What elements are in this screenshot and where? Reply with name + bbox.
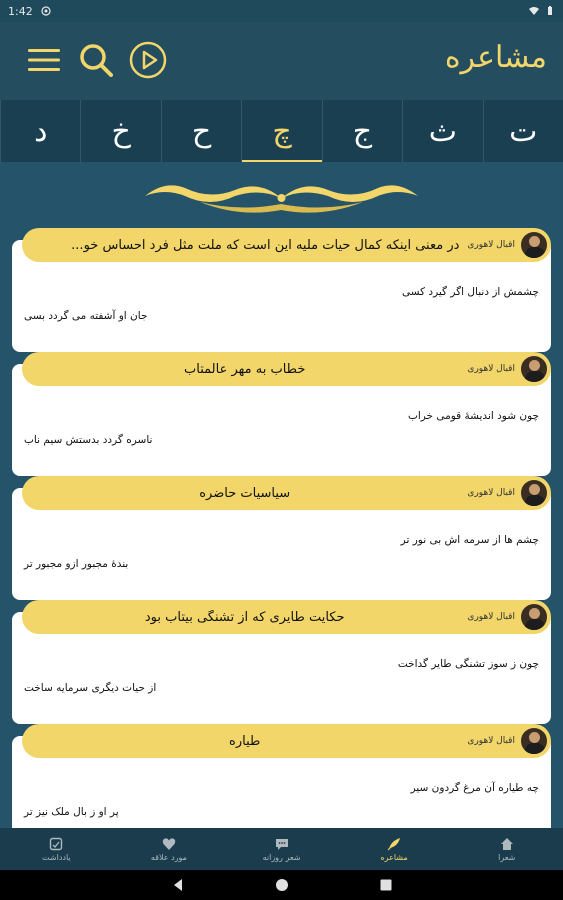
play-icon[interactable]: [128, 40, 168, 80]
letter-tab[interactable]: ث: [402, 100, 482, 162]
poem-card[interactable]: [12, 485, 551, 600]
poet-avatar: [519, 354, 549, 384]
ornament-divider-icon: [140, 178, 423, 218]
card-header: [22, 476, 551, 510]
nav-item-daily-poem[interactable]: [225, 828, 338, 870]
chat-icon: [275, 837, 289, 851]
wifi-icon: [529, 6, 539, 16]
poem-title: طیاره: [229, 733, 261, 749]
card-header: [22, 600, 551, 634]
heart-icon: [162, 837, 176, 851]
nav-item-poets[interactable]: [450, 828, 563, 870]
status-time: 1:42: [8, 4, 33, 18]
poet-avatar: [519, 478, 549, 508]
poem-line-2: بندهٔ مجبور ازو مجبور تر: [24, 558, 129, 570]
poet-name: اقبال لاهوری: [467, 240, 515, 250]
note-icon: [49, 837, 63, 851]
poem-line-1: چون ز سوز تشنگی طایر گداخت: [397, 658, 539, 670]
poem-line-1: چشم ها از سرمه اش بی نور تر: [400, 534, 539, 546]
card-header: [22, 228, 551, 262]
poem-line-2: پر او ز بال ملک نیز تر: [24, 806, 119, 818]
nav-item-mushaira[interactable]: [338, 828, 451, 870]
nav-item-notes[interactable]: [0, 828, 113, 870]
poem-title: حکایت طایری که از تشنگی بیتاب بود: [144, 609, 345, 625]
poem-title: خطاب به مهر عالمتاب: [184, 361, 306, 377]
bottom-nav: [0, 828, 563, 870]
poet-name: اقبال لاهوری: [467, 736, 515, 746]
home-button-icon[interactable]: [275, 878, 289, 892]
app-title: مشاعره: [444, 40, 547, 75]
poem-line-2: جان او آشفته می گردد بسی: [24, 310, 148, 322]
poem-title: در معنی اینکه کمال حیات ملیه این است که ملت مثل فرد احساس خو...: [71, 237, 460, 253]
letter-tabs: [0, 100, 563, 162]
nav-label: شعر روزانه: [262, 852, 301, 862]
poem-line-2: از حیات دیگری سرمایه ساخت: [24, 682, 157, 694]
poem-card[interactable]: [12, 609, 551, 724]
letter-tab-active[interactable]: چ: [241, 100, 321, 162]
search-icon[interactable]: [76, 40, 116, 80]
letter-tab[interactable]: خ: [80, 100, 160, 162]
letter-tab[interactable]: د: [0, 100, 80, 162]
app-bar: [0, 22, 563, 100]
battery-icon: [545, 6, 555, 16]
poem-line-1: چه طیاره آن مرغ گردون سیر: [410, 782, 539, 794]
system-nav-bar: [0, 870, 563, 900]
poem-card[interactable]: [12, 237, 551, 352]
notification-icon: [41, 6, 51, 16]
back-icon[interactable]: [171, 878, 185, 892]
nav-label: شعرا: [498, 852, 516, 862]
poem-card[interactable]: [12, 361, 551, 476]
poet-avatar: [519, 602, 549, 632]
poem-title: سیاسیات حاضره: [199, 485, 291, 501]
recents-icon[interactable]: [379, 878, 393, 892]
feather-icon: [387, 837, 401, 851]
nav-label: مشاعره: [380, 852, 408, 862]
nav-label: مورد علاقه: [150, 852, 187, 862]
card-header: [22, 724, 551, 758]
poem-card[interactable]: [12, 733, 551, 828]
poet-name: اقبال لاهوری: [467, 364, 515, 374]
poem-line-1: چون شود اندیشهٔ قومی خراب: [407, 410, 539, 422]
home-icon: [500, 837, 514, 851]
nav-label: یادداشت: [42, 852, 71, 862]
card-header: [22, 352, 551, 386]
letter-tab[interactable]: ج: [322, 100, 402, 162]
poem-line-1: چشمش از دنبال اگر گیرد کسی: [401, 286, 539, 298]
letter-tab[interactable]: ت: [483, 100, 563, 162]
poet-avatar: [519, 230, 549, 260]
poet-avatar: [519, 726, 549, 756]
menu-icon[interactable]: [24, 40, 64, 80]
nav-item-favorites[interactable]: [113, 828, 226, 870]
poet-name: اقبال لاهوری: [467, 488, 515, 498]
letter-tab[interactable]: ح: [161, 100, 241, 162]
poet-name: اقبال لاهوری: [467, 612, 515, 622]
status-bar: [0, 0, 563, 22]
poem-line-2: ناسره گردد بدستش سیم ناب: [24, 434, 153, 446]
